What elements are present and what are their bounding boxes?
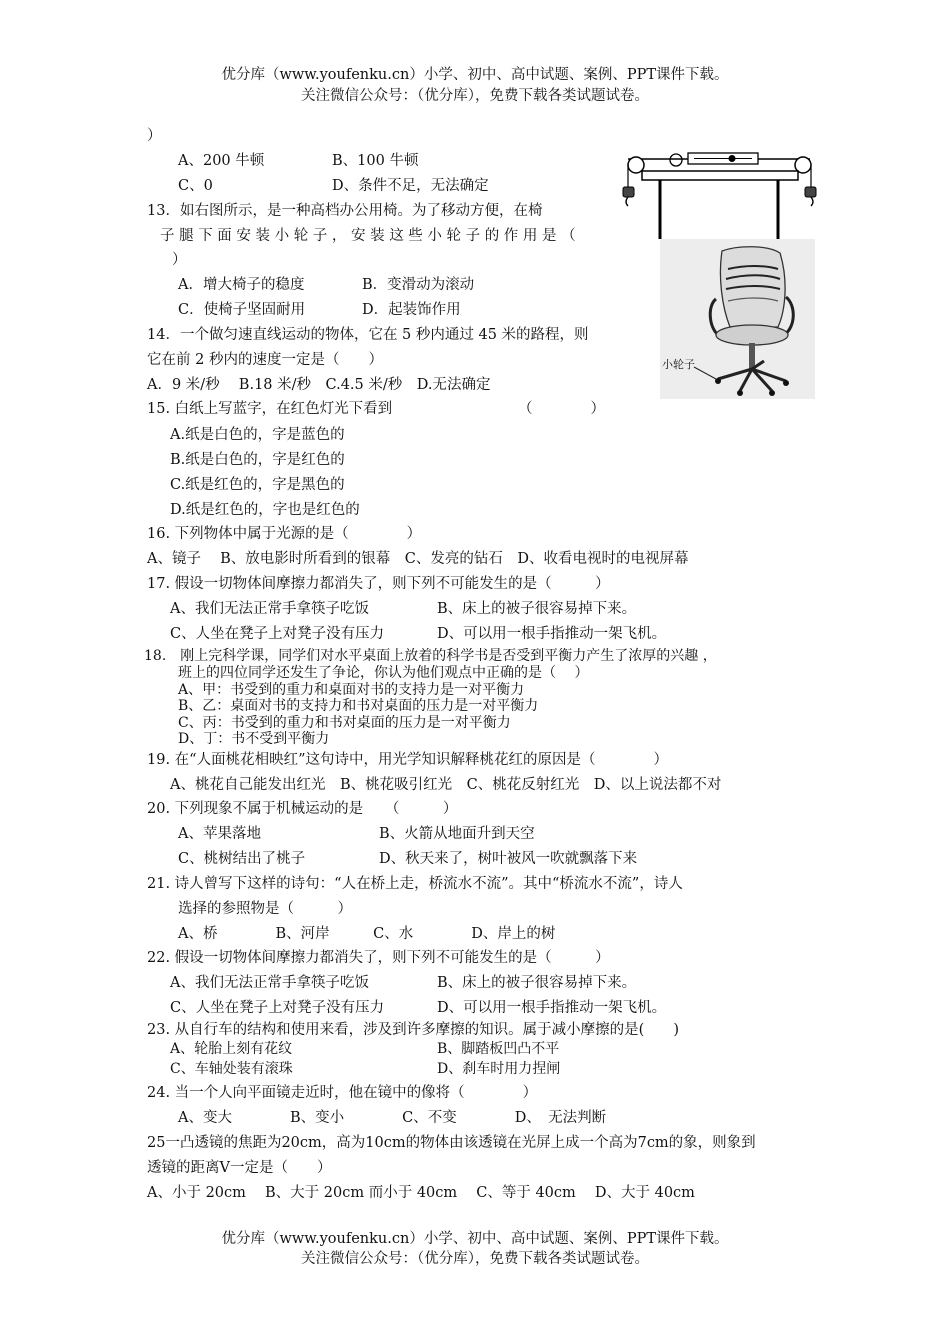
q21-options: A、桥 B、河岸 C、水 D、岸上的树	[178, 926, 556, 942]
q13-stem-line-1: 13．如右图所示，是一种高档办公用椅。为了移动方便，在椅	[147, 203, 543, 219]
q24-stem: 24. 当一个人向平面镜走近时，他在镜中的像将（ ）	[147, 1085, 538, 1101]
q20-option-d: D、秋天来了，树叶被风一吹就飘落下来	[379, 851, 638, 867]
header-line-1: 优分库（www.youfenku.cn）小学、初中、高中试题、案例、PPT课件下载。	[221, 67, 729, 83]
q23-option-a: A、轮胎上刻有花纹	[170, 1041, 293, 1057]
q17-stem: 17. 假设一切物体间摩擦力都消失了，则下列不可能发生的是（ ）	[147, 576, 610, 592]
q13-option-c: C．使椅子坚固耐用	[178, 302, 306, 318]
q13-stem-line-3: ）	[172, 252, 187, 268]
q25-stem-line-2: 透镜的距离V一定是（ ）	[147, 1160, 332, 1176]
q19-options: A、桃花自己能发出红光 B、桃花吸引红光 C、桃花反射红光 D、以上说法都不对	[170, 777, 722, 793]
q22-option-b: B、床上的被子很容易掉下来。	[437, 975, 637, 991]
q21-stem-line-1: 21. 诗人曾写下这样的诗句：“人在桥上走，桥流水不流”。其中“桥流水不流”，诗人	[147, 876, 683, 892]
q15-answer-paren: （ ）	[518, 401, 605, 417]
q21-stem-line-2: 选择的参照物是（ ）	[178, 901, 352, 917]
q15-stem: 15. 白纸上写蓝字，在红色灯光下看到	[147, 401, 393, 417]
q13-option-a: A．增大椅子的稳度	[178, 277, 305, 293]
q25-options: A、小于 20cm B、大于 20cm 而小于 40cm C、等于 40cm D、大于 40cm	[147, 1185, 695, 1201]
q13-option-d: D．起装饰作用	[362, 302, 461, 318]
office-chair-figure	[660, 239, 815, 399]
q15-option-d: D.纸是红色的，字也是红色的	[170, 502, 360, 518]
q23-option-c: C、车轴处装有滚珠	[170, 1061, 293, 1077]
q14-stem-line-1: 14．一个做匀速直线运动的物体，它在 5 秒内通过 45 米的路程，则	[147, 327, 589, 343]
q23-option-b: B、脚踏板凹凸不平	[437, 1041, 560, 1057]
q22-option-d: D、可以用一根手指推动一架飞机。	[437, 1000, 667, 1016]
q15-option-a: A.纸是白色的，字是蓝色的	[170, 427, 345, 443]
table-pulley-figure	[618, 147, 823, 245]
q12-option-a: A、200 牛顿	[178, 153, 265, 169]
header-line-2: 关注微信公众号：（优分库），免费下载各类试题试卷。	[301, 88, 649, 104]
q16-options: A、镜子 B、放电影时所看到的银幕 C、发亮的钻石 D、收看电视时的电视屏幕	[147, 551, 689, 567]
q22-option-c: C、人坐在凳子上对凳子没有压力	[170, 1000, 385, 1016]
q12-option-d: D、条件不足，无法确定	[332, 178, 489, 194]
q17-option-a: A、我们无法正常手拿筷子吃饭	[170, 601, 369, 617]
chair-wheel-label: 小轮子	[662, 358, 695, 371]
q22-stem: 22. 假设一切物体间摩擦力都消失了，则下列不可能发生的是（ ）	[147, 950, 610, 966]
q20-option-a: A、苹果落地	[178, 826, 261, 842]
q20-option-c: C、桃树结出了桃子	[178, 851, 306, 867]
q19-stem: 19. 在“人面桃花相映红”这句诗中，用光学知识解释桃花红的原因是（ ）	[147, 752, 668, 768]
q15-option-c: C.纸是红色的，字是黑色的	[170, 477, 345, 493]
q18-option-d: D、丁：书不受到平衡力	[178, 731, 330, 747]
q23-option-d: D、刹车时用力捏闸	[437, 1061, 561, 1077]
q20-option-b: B、火箭从地面升到天空	[379, 826, 535, 842]
q18-option-a: A、甲：书受到的重力和桌面对书的支持力是一对平衡力	[178, 682, 525, 698]
q22-option-a: A、我们无法正常手拿筷子吃饭	[170, 975, 369, 991]
q13-option-b: B．变滑动为滚动	[362, 277, 475, 293]
q18-stem-line-2: 班上的四位同学还发生了争论，你认为他们观点中正确的是（ ）	[178, 665, 589, 681]
q18-stem-line-1: 18. 刚上完科学课，同学们对水平桌面上放着的科学书是否受到平衡力产生了浓厚的兴趣 ，	[144, 648, 717, 664]
q18-option-b: B、乙：桌面对书的支持力和书对桌面的压力是一对平衡力	[178, 698, 539, 714]
q25-stem-line-1: 25一凸透镜的焦距为20cm，高为10cm的物体由该透镜在光屏上成一个高为7cm的象，则象到	[147, 1135, 756, 1151]
q12-option-c: C、0	[178, 178, 213, 194]
q14-options: A．9 米/秒 B.18 米/秒 C.4.5 米/秒 D.无法确定	[147, 377, 491, 393]
q14-stem-line-2: 它在前 2 秒内的速度一定是（ ）	[147, 352, 383, 368]
q20-stem: 20. 下列现象不属于机械运动的是 （ ）	[147, 801, 458, 817]
q13-stem-line-2: 子腿下面安装小轮子，安装这些小轮子的作用是（	[160, 228, 581, 244]
q16-stem: 16. 下列物体中属于光源的是（ ）	[147, 526, 422, 542]
q24-options: A、变大 B、变小 C、不变 D、 无法判断	[178, 1110, 607, 1126]
q12-option-b: B、100 牛顿	[332, 153, 419, 169]
q17-option-c: C、人坐在凳子上对凳子没有压力	[170, 626, 385, 642]
footer-line-2: 关注微信公众号：（优分库），免费下载各类试题试卷。	[301, 1251, 649, 1267]
q17-option-d: D、可以用一根手指推动一架飞机。	[437, 626, 667, 642]
q17-option-b: B、床上的被子很容易掉下来。	[437, 601, 637, 617]
footer-line-1: 优分库（www.youfenku.cn）小学、初中、高中试题、案例、PPT课件下载。	[221, 1231, 729, 1247]
q15-option-b: B.纸是白色的，字是红色的	[170, 452, 345, 468]
q18-option-c: C、丙：书受到的重力和书对桌面的压力是一对平衡力	[178, 715, 511, 731]
q23-stem: 23. 从自行车的结构和使用来看，涉及到许多摩擦的知识。属于减小摩擦的是( )	[147, 1022, 679, 1038]
q12-tail: ）	[147, 128, 162, 144]
